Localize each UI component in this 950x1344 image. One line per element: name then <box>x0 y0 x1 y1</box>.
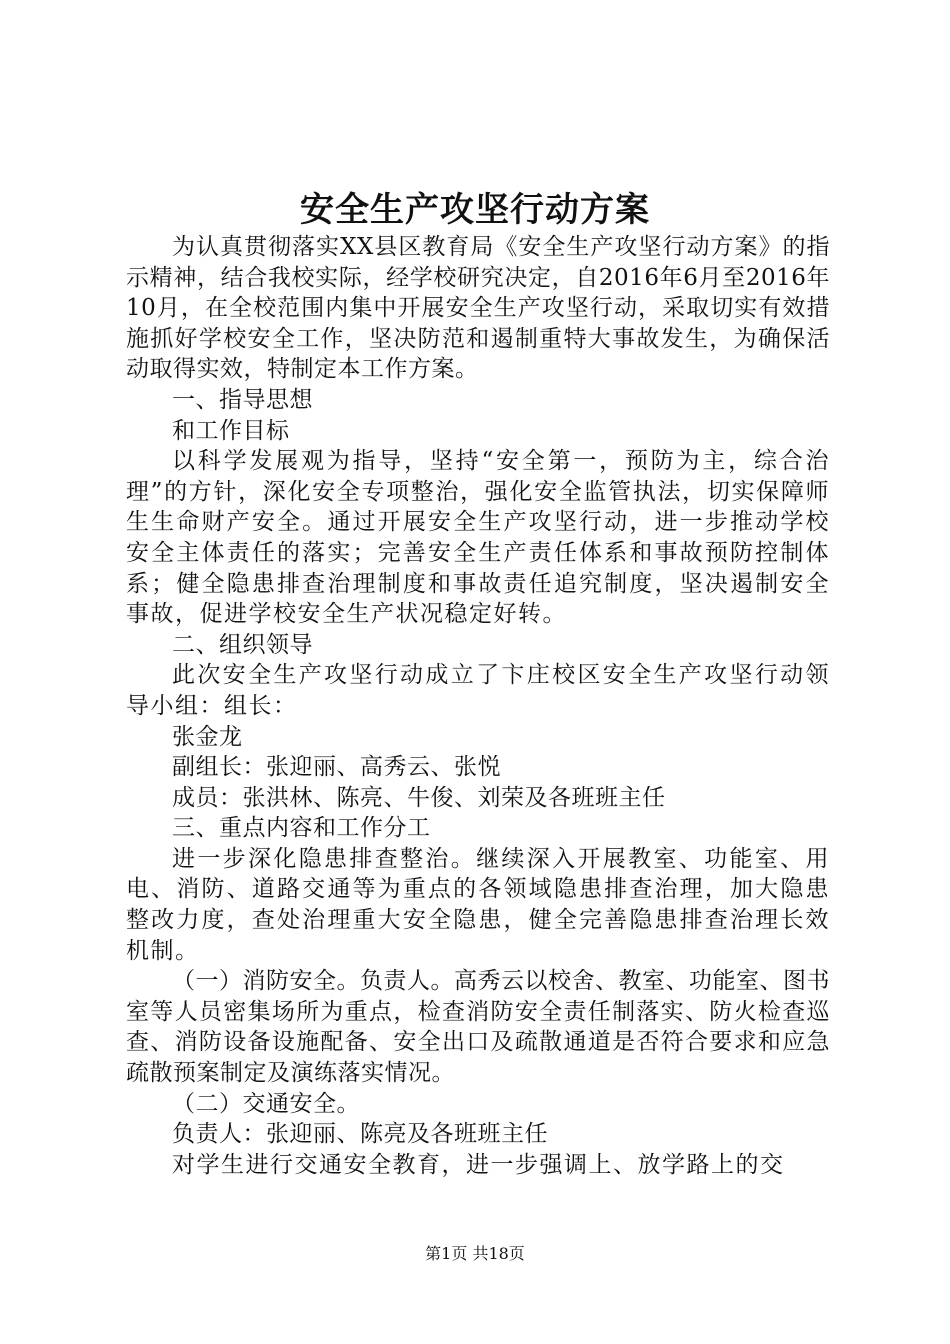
traffic-safety-heading: （二）交通安全。 <box>172 1090 360 1117</box>
section-heading-1-continued: 和工作目标 <box>172 417 290 444</box>
traffic-responsible-line: 负责人：张迎丽、陈亮及各班班主任 <box>172 1121 548 1148</box>
section-heading-3: 三、重点内容和工作分工 <box>172 815 431 842</box>
section-heading-1: 一、指导思想 <box>172 386 313 413</box>
intro-paragraph: 为认真贯彻落实XX县区教育局《安全生产攻坚行动方案》的指示精神，结合我校实际，经学校研究决定，自2016年6月至2016年10月，在全校范围内集中开展安全生产攻坚行动，采取切实有效措施抓好学校安全工作，坚决防范和遏制重特大事故发生，为确保活动取得实效，特制定本工作方案。 <box>126 234 830 383</box>
document-title: 安全生产攻坚行动方案 <box>300 190 650 230</box>
section-heading-2: 二、组织领导 <box>172 631 313 658</box>
page-number-footer: 第1页 共18页 <box>425 1244 525 1263</box>
document-body <box>126 232 830 1180</box>
leadership-paragraph: 此次安全生产攻坚行动成立了卞庄校区安全生产攻坚行动领导小组：组长： <box>126 662 830 719</box>
fire-safety-paragraph: （一）消防安全。负责人。高秀云以校舍、教室、功能室、图书室等人员密集场所为重点，检查消防安全责任制落实、防火检查巡查、消防设备设施配备、安全出口及疏散通道是否符合要求和应急疏散预案制定及演练落实情况。 <box>126 968 830 1087</box>
hazard-inspection-paragraph: 进一步深化隐患排查整治。继续深入开展教室、功能室、用电、消防、道路交通等为重点的各领域隐患排查治理，加大隐患整改力度，查处治理重大安全隐患，健全完善隐患排查治理长效机制。 <box>126 845 830 964</box>
guiding-thought-paragraph: 以科学发展观为指导，坚持“安全第一，预防为主，综合治理”的方针，深化安全专项整治，强化安全监管执法，切实保障师生生命财产安全。通过开展安全生产攻坚行动，进一步推动学校安全主体责任的落实；完善安全生产责任体系和事故预防控制体系；健全隐患排查治理制度和事故责任追究制度，坚决遏制安全事故，促进学校安全生产状况稳定好转。 <box>126 448 830 628</box>
group-leader-name: 张金龙 <box>172 723 243 750</box>
traffic-education-paragraph: 对学生进行交通安全教育，进一步强调上、放学路上的交 <box>172 1151 785 1178</box>
members-line: 成员：张洪林、陈亮、牛俊、刘荣及各班班主任 <box>172 784 666 811</box>
deputy-leaders-line: 副组长：张迎丽、高秀云、张悦 <box>172 754 501 781</box>
